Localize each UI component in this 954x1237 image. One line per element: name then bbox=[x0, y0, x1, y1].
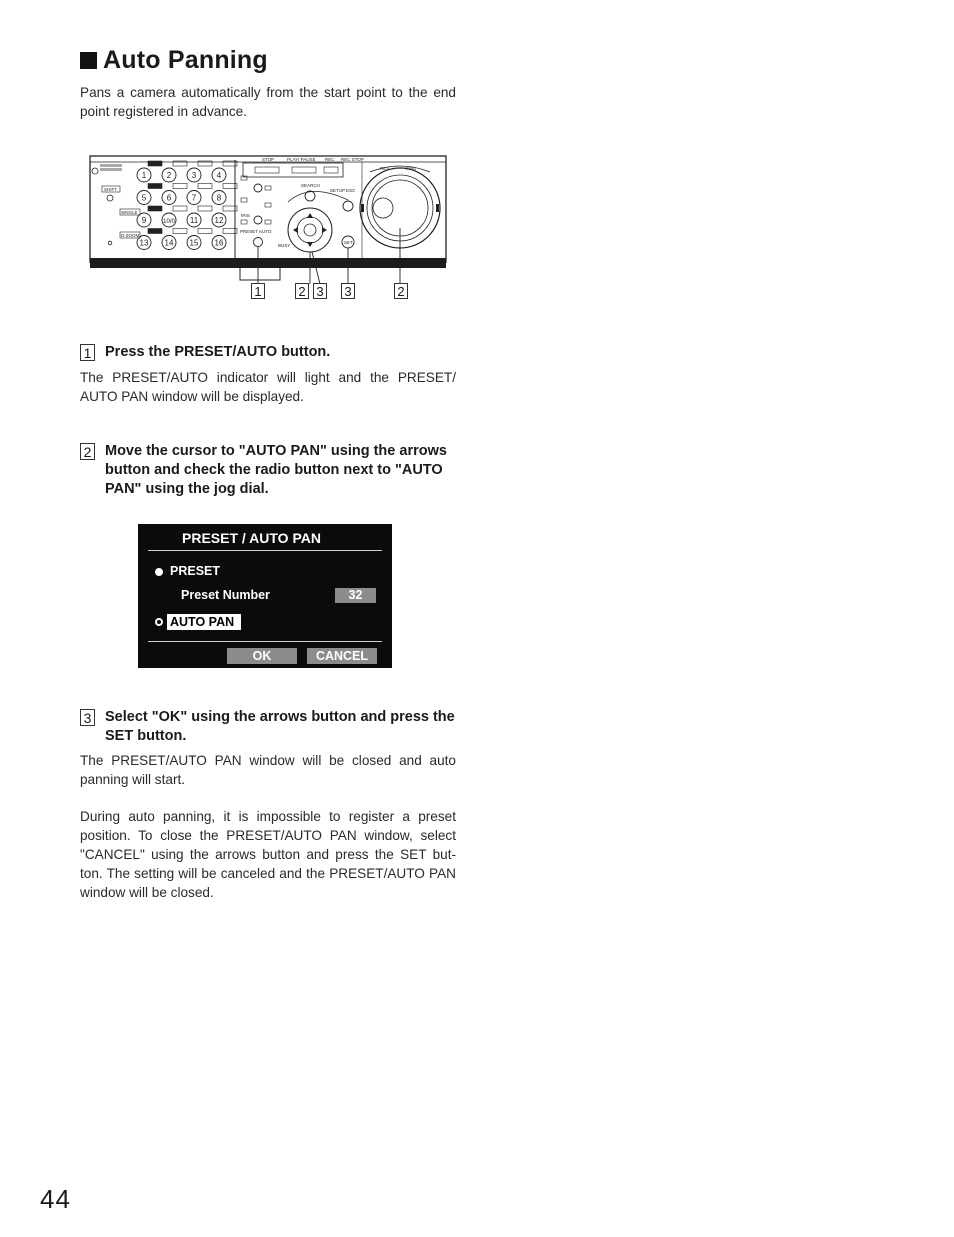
label-single: SINGLE bbox=[121, 210, 138, 215]
section-heading bbox=[80, 46, 268, 75]
camera-button-label: 2 bbox=[166, 171, 172, 180]
intro-text: Pans a camera automatically from the start point to the end point registered in advance. bbox=[80, 85, 456, 119]
camera-button-label: 5 bbox=[141, 193, 147, 203]
step-number: 1 bbox=[80, 344, 95, 361]
label-d-zoom: D-ZOOM bbox=[121, 233, 140, 238]
label-rec-stop: REC STOP bbox=[341, 157, 364, 162]
label-fwd: FWD bbox=[406, 166, 417, 171]
auto-pan-option[interactable]: AUTO PAN bbox=[167, 614, 241, 630]
camera-button-bar bbox=[148, 161, 162, 166]
camera-button-label: 4 bbox=[216, 171, 222, 180]
step-3-body: The PRESET/AUTO PAN window will be closed and auto panning will start. bbox=[80, 753, 456, 787]
camera-button-label: 6 bbox=[166, 193, 172, 203]
step-3 bbox=[80, 708, 460, 746]
label-preset-auto: PRESET AUTO bbox=[240, 229, 272, 234]
label-play-pause: PLAY/ PAUSE bbox=[287, 157, 316, 162]
camera-button-label: 13 bbox=[139, 238, 149, 248]
step-title: Press the PRESET/AUTO button. bbox=[105, 344, 331, 360]
divider bbox=[148, 641, 382, 642]
divider bbox=[148, 550, 382, 551]
camera-button-label: 3 bbox=[191, 171, 197, 180]
page-number: 44 bbox=[40, 1184, 71, 1214]
callout-3-set: 3 bbox=[341, 283, 355, 299]
camera-button-label: 1 bbox=[141, 171, 147, 180]
camera-button-label: 7 bbox=[191, 193, 197, 203]
camera-button-label: 15 bbox=[189, 238, 199, 248]
step-1-body: The PRESET/AUTO indicator will light and the PRESET/ AUTO PAN window will be displayed. bbox=[80, 370, 456, 404]
heading-square-icon bbox=[80, 52, 97, 69]
page-title: Auto Panning bbox=[103, 46, 268, 74]
preset-auto-pan-window bbox=[138, 524, 392, 668]
label-set: SET bbox=[344, 240, 353, 245]
callout-2-jog: 2 bbox=[394, 283, 408, 299]
camera-button-label: 14 bbox=[164, 238, 174, 248]
camera-button-label: 9 bbox=[141, 216, 147, 225]
label-busy: BUSY bbox=[278, 243, 291, 248]
window-title: PRESET / AUTO PAN bbox=[182, 530, 321, 546]
camera-button-label: 8 bbox=[216, 193, 222, 203]
auto-pan-radio-icon[interactable] bbox=[155, 618, 163, 626]
label-rev: REV bbox=[380, 166, 390, 171]
callout-2-arrows: 2 bbox=[295, 283, 309, 299]
camera-button-bar bbox=[148, 206, 162, 211]
camera-button-label: 11 bbox=[189, 216, 199, 225]
preset-number-label: Preset Number bbox=[181, 588, 270, 602]
label-rec: REC bbox=[325, 157, 335, 162]
preset-label: PRESET bbox=[170, 564, 221, 578]
callout-3-arrows: 3 bbox=[313, 283, 327, 299]
callout-1: 1 bbox=[251, 283, 265, 299]
camera-button-bar bbox=[148, 229, 162, 234]
step-1 bbox=[80, 343, 460, 362]
step-number: 3 bbox=[80, 709, 95, 726]
step-number: 2 bbox=[80, 443, 95, 460]
camera-button-bar bbox=[148, 184, 162, 189]
ok-button[interactable]: OK bbox=[227, 648, 297, 664]
step-title: Select "OK" using the arrows button and press the SET button. bbox=[105, 709, 455, 744]
label-setup-esc: SETUP ESC bbox=[330, 188, 356, 193]
label-search: SEARCH bbox=[301, 183, 320, 188]
step-title: Move the cursor to "AUTO PAN" using the arrows button and check the radio button next to "AUTO PAN" using the jog dial. bbox=[105, 443, 447, 497]
label-shift: SHIFT bbox=[104, 187, 117, 192]
preset-radio-icon[interactable] bbox=[155, 568, 163, 576]
camera-button-label: 12 bbox=[214, 216, 224, 225]
front-panel-diagram bbox=[80, 140, 460, 305]
label-stop: STOP bbox=[262, 157, 275, 162]
camera-button-label: 10/0 bbox=[163, 219, 175, 225]
cancel-button[interactable]: CANCEL bbox=[307, 648, 377, 664]
camera-button-label: 16 bbox=[214, 238, 224, 248]
step-3-note: During auto panning, it is impossible to register a preset position. To close the PRESET/AUTO PAN window, select "CANCEL" using the arrows button and press the SET but- ton. The setting will be canceled and the PRESET/AUTO PAN window will be closed. bbox=[80, 809, 456, 900]
step-2 bbox=[80, 442, 460, 499]
label-iris: IRIS bbox=[241, 213, 250, 218]
preset-number-value[interactable]: 32 bbox=[335, 588, 376, 603]
